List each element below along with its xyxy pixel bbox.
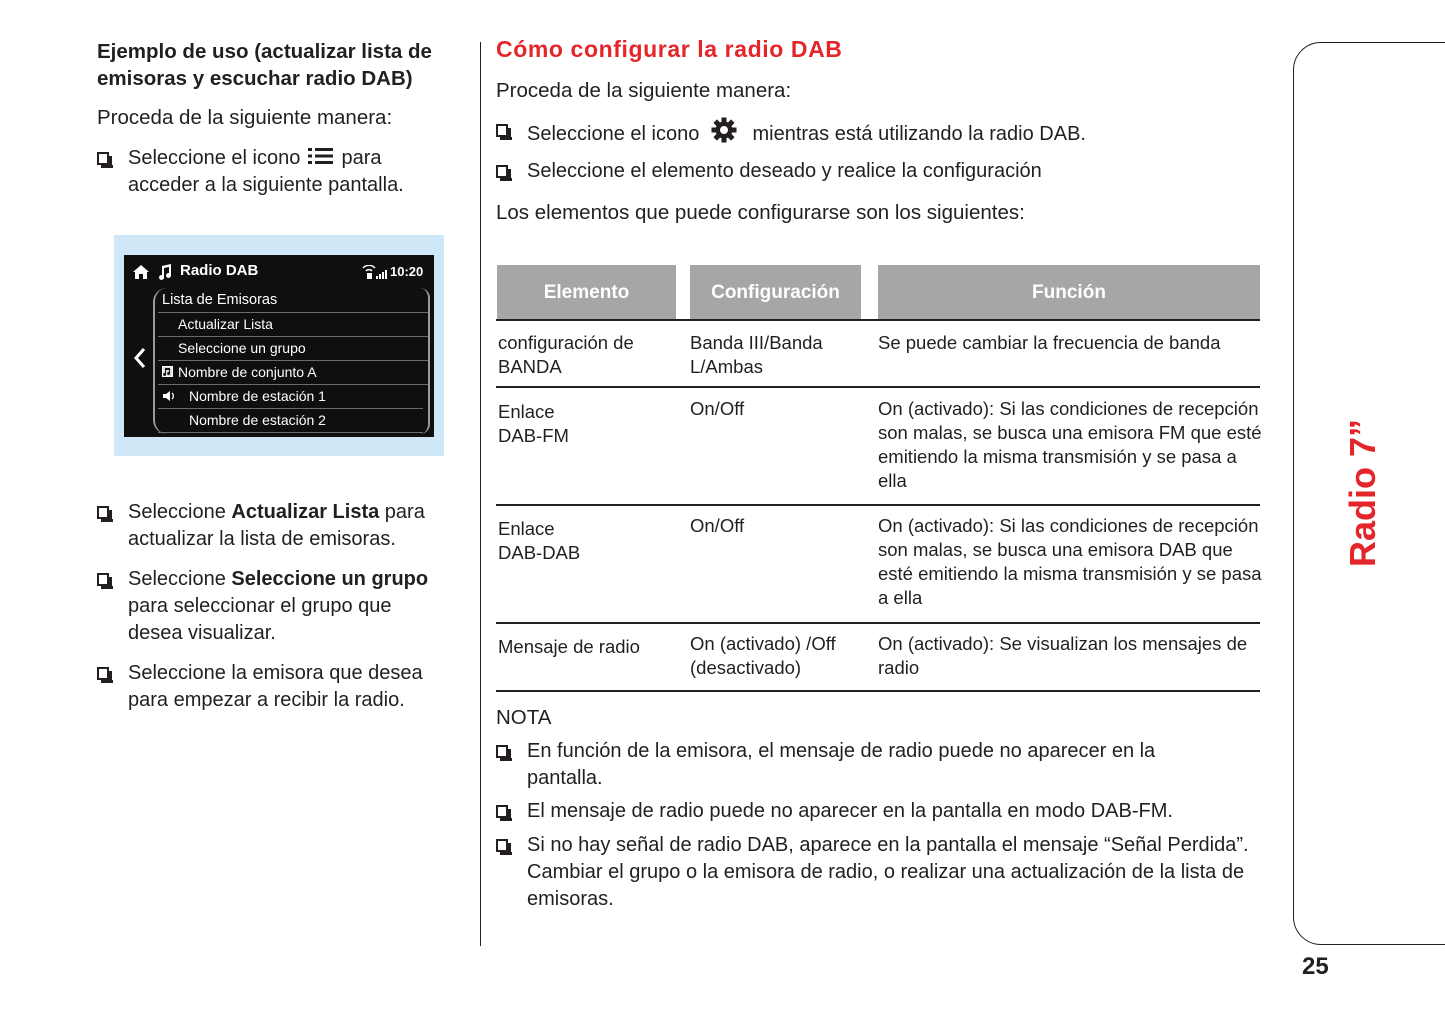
step3-bold: Seleccione un grupo bbox=[231, 568, 429, 590]
screen-clock: 10:20 bbox=[390, 264, 424, 279]
checkbox-bullet-icon bbox=[496, 124, 508, 137]
screen-row[interactable]: Lista de Emisoras bbox=[158, 288, 428, 313]
note-item bbox=[496, 738, 1256, 792]
home-icon bbox=[132, 264, 150, 280]
table-cell: On/Off bbox=[690, 515, 745, 536]
radio-screen bbox=[124, 255, 434, 437]
table-cell: Mensaje de radio bbox=[498, 636, 640, 657]
table-cell: On (activado): Si las condiciones de recepción son malas, se busca una emisora FM que esté emitiendo la misma transmisión y se pasa a ella bbox=[878, 398, 1262, 491]
left-step-3 bbox=[97, 566, 467, 647]
page-number: 25 bbox=[1302, 953, 1329, 980]
step2-text-a: Seleccione bbox=[128, 501, 226, 523]
step1-text-a: Seleccione el icono bbox=[128, 147, 301, 169]
screen-topbar bbox=[124, 255, 434, 288]
column-divider bbox=[480, 42, 481, 946]
step1-text-c: acceder a la siguiente pantalla. bbox=[128, 174, 404, 196]
music-note-icon bbox=[158, 264, 172, 280]
checkbox-bullet-icon bbox=[97, 506, 109, 519]
table-header-funcion: Función bbox=[878, 265, 1260, 320]
step3-text-c: desea visualizar. bbox=[128, 622, 276, 644]
left-intro: Proceda de la siguiente manera: bbox=[97, 106, 393, 129]
screen-row[interactable]: Seleccione un grupo bbox=[158, 336, 428, 361]
ensemble-icon bbox=[162, 366, 173, 377]
note-title: NOTA bbox=[496, 706, 552, 729]
screen-row-label: Nombre de conjunto A bbox=[178, 364, 317, 380]
table-rule bbox=[496, 319, 1260, 321]
left-step-2 bbox=[97, 499, 467, 553]
table-rule bbox=[496, 622, 1260, 624]
screen-title: Radio DAB bbox=[180, 262, 259, 279]
step4-text-b: para empezar a recibir la radio. bbox=[128, 689, 405, 711]
gear-icon bbox=[711, 117, 737, 143]
elements-intro: Los elementos que puede configurarse son los siguientes: bbox=[496, 201, 1025, 224]
checkbox-bullet-icon bbox=[496, 805, 508, 818]
speaker-icon bbox=[162, 390, 178, 402]
note-text: En función de la emisora, el mensaje de radio puede no aparecer en la pantalla. bbox=[527, 740, 1156, 789]
right-step-1 bbox=[496, 117, 1256, 147]
checkbox-bullet-icon bbox=[496, 839, 508, 852]
table-cell: Se puede cambiar la frecuencia de banda bbox=[878, 332, 1221, 353]
table-rule bbox=[496, 386, 1260, 388]
step2-bold: Actualizar Lista bbox=[231, 501, 380, 523]
step3-text-a: Seleccione bbox=[128, 568, 226, 590]
note-item bbox=[496, 832, 1256, 913]
right-step-2 bbox=[496, 158, 1256, 188]
screen-row[interactable]: Nombre de estación 2 bbox=[158, 408, 423, 433]
example-heading: Ejemplo de uso (actualizar lista de emisoras y escuchar radio DAB) bbox=[97, 40, 432, 90]
note-text: El mensaje de radio puede no aparecer en la pantalla en modo DAB-FM. bbox=[527, 800, 1173, 822]
right-step2-text: Seleccione el elemento deseado y realice la configuración bbox=[527, 160, 1042, 182]
note-text: Si no hay señal de radio DAB, aparece en la pantalla el mensaje “Señal Perdida”. Cambiar el grupo o la emisora de radio, o realizar una actualización de la lista de emisoras. bbox=[527, 834, 1249, 910]
left-step-1 bbox=[97, 145, 467, 199]
step1-text-b: para bbox=[341, 147, 382, 169]
table-cell: On (activado): Se visualizan los mensajes de radio bbox=[878, 633, 1248, 678]
chapter-tab-label bbox=[1343, 410, 1383, 575]
table-cell: Banda III/Banda L/Ambas bbox=[690, 332, 823, 377]
chapter-tab-text: Radio 7” bbox=[1342, 418, 1383, 567]
checkbox-bullet-icon bbox=[97, 152, 109, 165]
right-intro: Proceda de la siguiente manera: bbox=[496, 79, 792, 102]
table-header-elemento: Elemento bbox=[497, 265, 676, 320]
list-icon bbox=[308, 147, 334, 165]
checkbox-bullet-icon bbox=[97, 667, 109, 680]
screen-row-label: Nombre de estación 1 bbox=[189, 388, 326, 404]
screen-row[interactable] bbox=[158, 384, 423, 409]
table-rule bbox=[496, 690, 1260, 692]
table-cell: Enlace DAB-FM bbox=[498, 401, 569, 446]
right-step1-text-b: mientras está utilizando la radio DAB. bbox=[752, 123, 1086, 145]
table-cell: On (activado) /Off (desactivado) bbox=[690, 633, 836, 678]
checkbox-bullet-icon bbox=[97, 573, 109, 586]
table-cell: On/Off bbox=[690, 398, 745, 419]
step2-text-b: para bbox=[384, 501, 425, 523]
step4-text-a: Seleccione la emisora que desea bbox=[128, 662, 423, 684]
table-cell: On (activado): Si las condiciones de recepción son malas, se busca una emisora DAB que esté emitiendo la misma transmisión y se pasa a ella bbox=[878, 515, 1262, 608]
table-header-configuracion: Configuración bbox=[690, 265, 861, 320]
step2-text-c: actualizar la lista de emisoras. bbox=[128, 528, 396, 550]
back-arrow-icon[interactable] bbox=[134, 347, 146, 369]
table-cell: configuración de BANDA bbox=[498, 332, 634, 377]
screen-row[interactable]: Actualizar Lista bbox=[158, 312, 428, 337]
checkbox-bullet-icon bbox=[496, 165, 508, 178]
right-step1-text-a: Seleccione el icono bbox=[527, 123, 700, 145]
screen-row[interactable] bbox=[158, 360, 428, 385]
left-step-4 bbox=[97, 660, 467, 714]
table-rule bbox=[496, 504, 1260, 506]
note-item bbox=[496, 798, 1256, 828]
table-cell: Enlace DAB-DAB bbox=[498, 518, 581, 563]
checkbox-bullet-icon bbox=[496, 745, 508, 758]
section-heading: Cómo configurar la radio DAB bbox=[496, 36, 843, 62]
step3-text-b: para seleccionar el grupo que bbox=[128, 595, 392, 617]
signal-icon bbox=[361, 265, 387, 279]
